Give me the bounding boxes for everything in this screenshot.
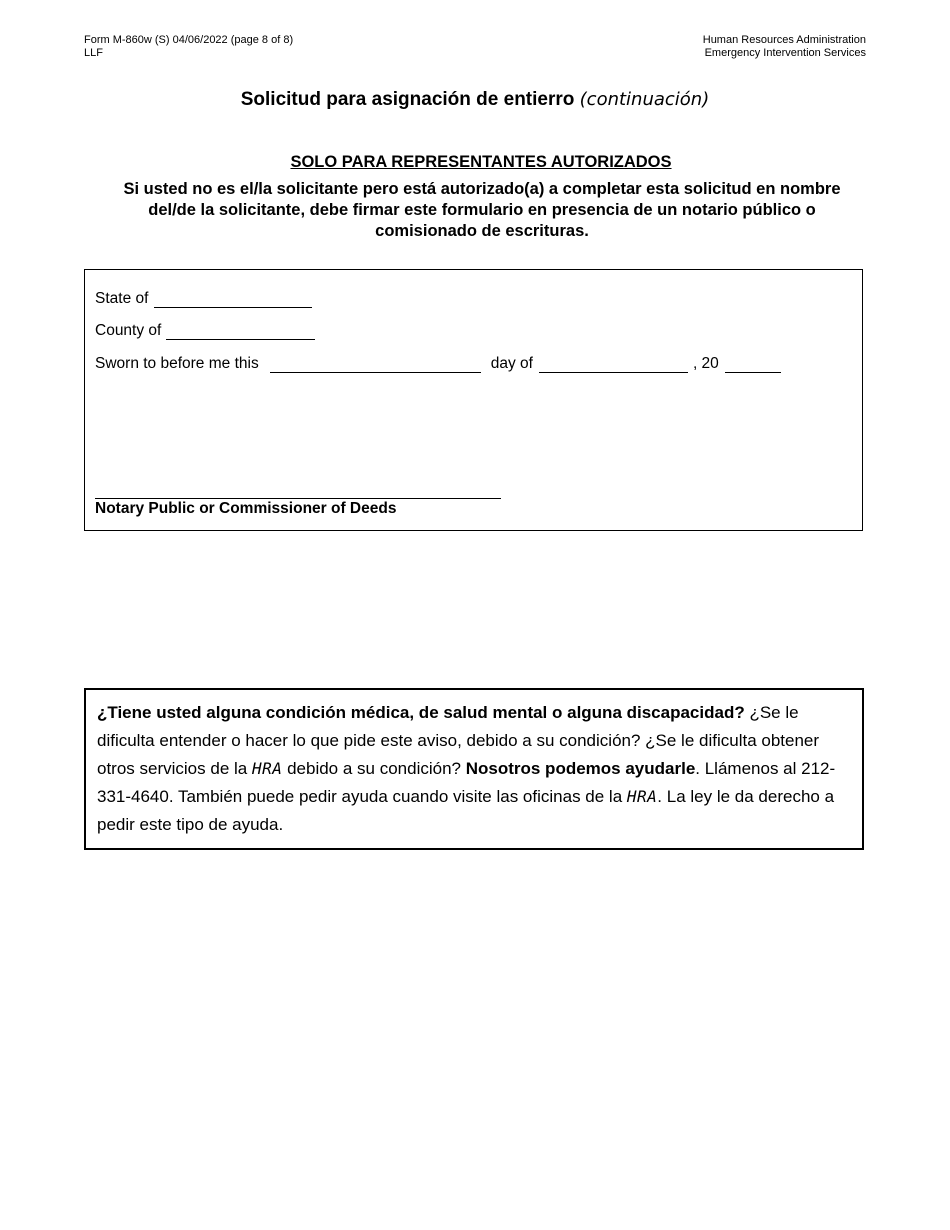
- sworn-label: Sworn to before me this: [95, 355, 259, 372]
- sworn-day-field[interactable]: [270, 354, 481, 373]
- section-heading: SOLO PARA REPRESENTANTES AUTORIZADOS: [290, 153, 672, 171]
- form-code: LLF: [84, 47, 103, 59]
- accessibility-help-box: [84, 688, 864, 850]
- state-field[interactable]: [154, 289, 312, 308]
- day-of-label: day of: [490, 355, 533, 372]
- county-label: County of: [95, 322, 162, 339]
- help-text-4: . La ley le da derecho a pedir este tipo de ayuda.: [97, 787, 835, 834]
- help-text-1: ¿Se le dificulta entender o hacer lo que pide este aviso, debido a su condición? ¿Se le dificulta obtener otros servicios de la: [97, 703, 820, 778]
- agency-name: Human Resources Administration: [702, 34, 866, 46]
- signature-label: Notary Public or Commissioner of Deeds: [95, 500, 397, 517]
- section-instructions: Si usted no es el/la solicitante pero está autorizado(a) a completar esta solicitud en nombre del/de la solicitante, debe firmar este formulario en presencia de un notario público o comisionado de escrituras.: [123, 180, 841, 240]
- form-header-right: [703, 34, 866, 60]
- month-field[interactable]: [539, 354, 688, 373]
- year-prefix: , 20: [692, 355, 719, 372]
- help-text-2: debido a su condición?: [282, 759, 466, 778]
- form-number: Form M-860w (S) 04/06/2022 (page 8 of 8): [84, 34, 294, 46]
- state-row: [95, 289, 312, 308]
- county-field[interactable]: [166, 321, 315, 340]
- state-label: State of: [95, 290, 149, 307]
- form-header-left: [84, 34, 293, 60]
- help-offer: Nosotros podemos ayudarle: [465, 759, 696, 778]
- sworn-row: [95, 354, 781, 373]
- notary-box: [84, 269, 863, 531]
- help-text-3: . Llámenos al 212-331-4640. También puede pedir ayuda cuando visite las oficinas de la: [97, 759, 836, 806]
- hra-abbrev-1: HRA: [251, 759, 283, 778]
- title-main: Solicitud para asignación de entierro: [240, 89, 575, 110]
- title-continuation: (continuación): [579, 89, 710, 110]
- division-name: Emergency Intervention Services: [704, 47, 866, 59]
- help-question: ¿Tiene usted alguna condición médica, de salud mental o alguna discapacidad?: [97, 703, 745, 722]
- year-field[interactable]: [725, 354, 781, 373]
- county-row: [95, 321, 315, 340]
- signature-line[interactable]: [95, 498, 501, 499]
- hra-abbrev-2: HRA: [626, 787, 658, 806]
- page-title: [0, 89, 950, 111]
